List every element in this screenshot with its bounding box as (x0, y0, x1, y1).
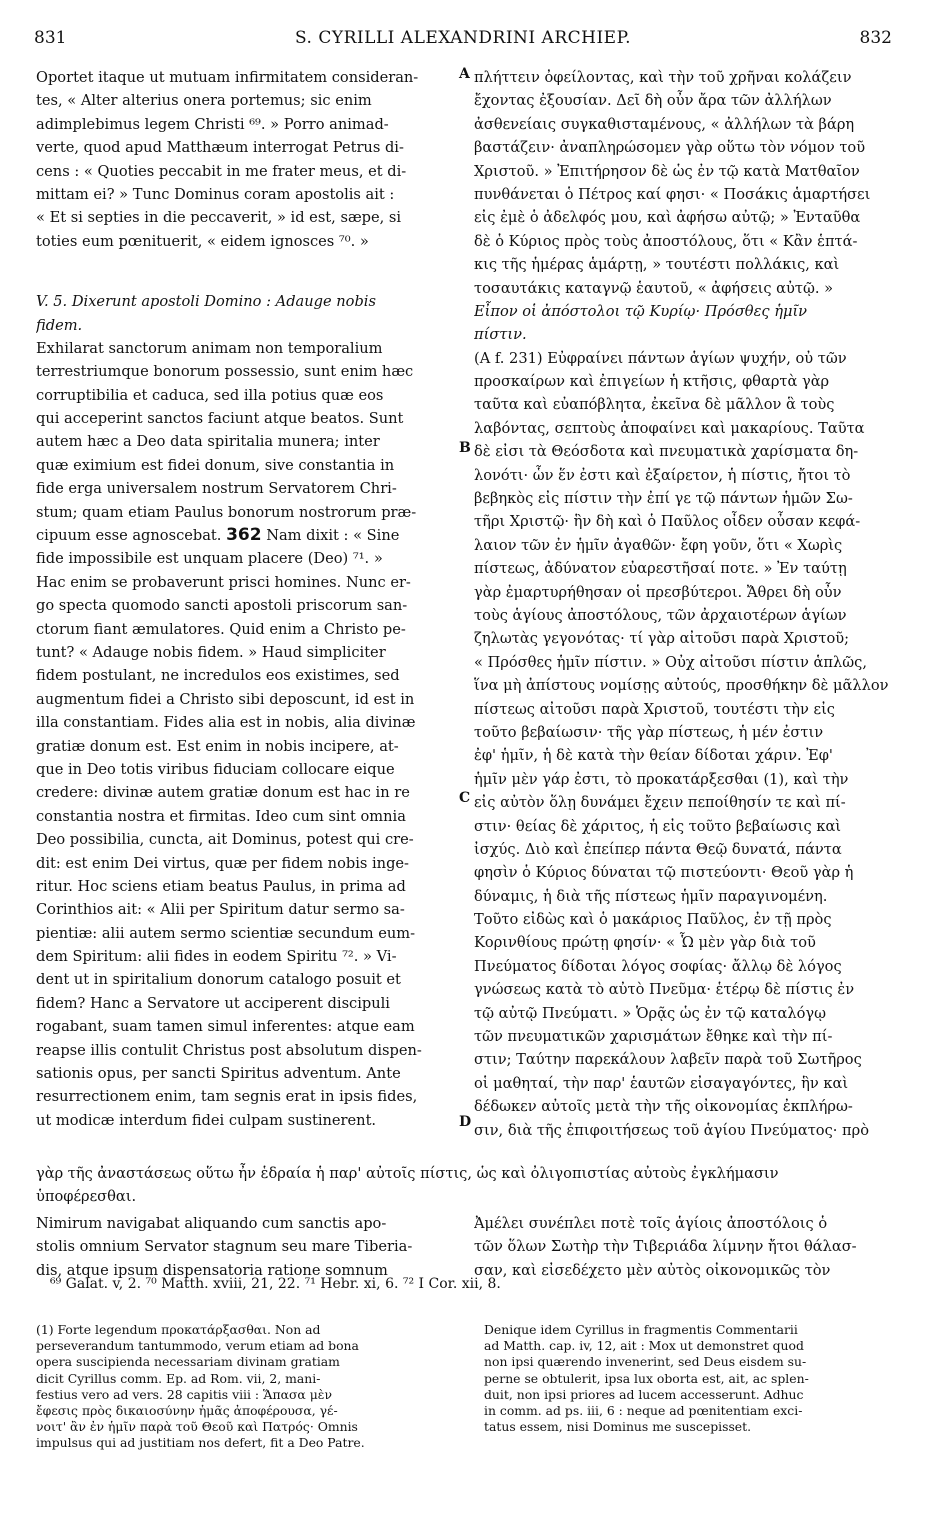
latin-line: ut modicæ interdum fidei culpam sustinerent. (36, 1111, 377, 1129)
greek-line: γνώσεως κατὰ τὸ αὐτὸ Πνεῦμα· ἑτέρῳ δὲ πίστις ἐν (474, 981, 855, 999)
greek-line: βεβηκὸς εἰς πίστιν τὴν ἐπί γε τῷ πάντων ἡμῶν Σω- (474, 490, 853, 508)
greek-line: πίστεως αἰτοῦσι παρὰ Χριστοῦ, τουτέστι τὴν εἰς (474, 700, 835, 718)
page-marker: 362 (226, 525, 262, 546)
greek-tail (474, 1212, 894, 1282)
page-header (34, 28, 892, 58)
footnote-line: opera suscipienda necessariam divinam gratiam (36, 1354, 340, 1370)
greek-line: τῆρι Χριστῷ· ἣν δὴ καὶ ὁ Παῦλος οἶδεν οὖσαν κεφά- (474, 513, 861, 531)
latin-line: stolis omnium Servator stagnum seu mare Tiberia- (36, 1238, 413, 1256)
margin-letter-b: B (459, 440, 471, 456)
latin-line: fidem? Hanc a Servatore ut acciperent discipuli (36, 994, 390, 1012)
margin-letter-d: D (459, 1114, 472, 1130)
footnote-line: ἔφεσις πρὸς δικαιοσύνην ἡμᾶς ἀποφέρουσα, γέ- (36, 1403, 338, 1419)
greek-line: πυνθάνεται ὁ Πέτρος καί φησι· « Ποσάκις ἁμαρτήσει (474, 185, 871, 203)
page-number-left: 831 (34, 28, 67, 48)
latin-line: terrestriumque bonorum possessio, sunt enim hæc (36, 363, 414, 381)
greek-line: τῶν ὅλων Σωτὴρ τὴν Τιβεριάδα λίμνην ἤτοι θάλασ- (474, 1238, 857, 1256)
greek-line: Ἀμέλει συνέπλει ποτὲ τοῖς ἁγίοις ἀποστόλοις ὁ (474, 1215, 828, 1232)
latin-line: Corinthios ait: « Alii per Spiritum datur sermo sa- (36, 901, 405, 919)
margin-letter-c: C (459, 790, 471, 806)
latin-line: tes, « Alter alterius onera portemus; sic enim (36, 92, 372, 110)
greek-line: ἐφ' ἡμῖν, ἡ δὲ κατὰ τὴν θείαν δίδοται χάριν. Ἐφ' (474, 747, 833, 765)
footnote-line: festius vero ad vers. 28 capitis viii : Ἅπασα μὲν (36, 1386, 332, 1402)
latin-line: fide erga universalem nostrum Servatorem Chri- (36, 480, 397, 498)
greek-line: βαστάζειν· ἀναπληρώσομεν γὰρ οὕτω τὸν νόμον τοῦ (474, 139, 866, 157)
greek-line: πίστεως, ἀδύνατον εὐαρεστῆσαί ποτε. » Ἐν ταύτῃ (474, 560, 847, 578)
latin-line: illa constantiam. Fides alia est in nobis, alia divinæ (36, 714, 416, 732)
greek-line: δέδωκεν αὐτοῖς μετὰ τὴν τῆς οἰκονομίας ἐκπλήρω- (474, 1098, 853, 1116)
greek-line: λαβόντας, σεπτοὺς ἀποφαίνει καὶ μακαρίους. Ταῦτα (474, 419, 865, 437)
latin-line: Oportet itaque ut mutuam infirmitatem consideran- (36, 69, 419, 86)
greek-line: τοῦτο βεβαίωσιν· τῆς γὰρ πίστεως, ἡ μέν ἐστιν (474, 723, 824, 741)
greek-line: δύναμις, ἡ διὰ τῆς πίστεως ἡμῖν παραγινομένη. (474, 887, 828, 905)
greek-column (474, 66, 894, 1142)
full-width-greek (36, 1162, 894, 1209)
greek-line: ἵνα μὴ ἀπίστους νομίσῃς αὐτούς, προσθήκην δὲ μᾶλλον (474, 677, 889, 695)
greek-line: (A f. 231) Εὐφραίνει πάντων ἁγίων ψυχήν, οὐ τῶν (474, 349, 847, 367)
latin-line: sationis opus, per sancti Spiritus adventum. Ante (36, 1065, 401, 1083)
greek-line: προσκαίρων καὶ ἐπιγείων ἡ κτῆσις, φθαρτὰ γὰρ (474, 373, 830, 391)
footnote-line: Denique idem Cyrillus in fragmentis Commentarii (484, 1322, 798, 1337)
greek-line: σαν, καὶ εἰσεδέχετο μὲν αὐτὸς οἰκονομικῶς τὸν (474, 1261, 831, 1279)
footnote-line: in comm. ad ps. iii, 6 : neque ad pœnitentiam exci- (484, 1403, 803, 1419)
footnote-line: perne se obtulerit, ipsa lux oborta est, ait, ac splen- (484, 1370, 809, 1386)
greek-line: λαιον τῶν ἐν ἡμῖν ἀγαθῶν· ἔφη γοῦν, ὅτι « Χωρὶς (474, 536, 843, 554)
latin-line: go specta quomodo sancti apostoli priscorum san- (36, 597, 408, 615)
greek-line: τοὺς ἁγίους ἀποστόλους, τῶν ἀρχαιοτέρων ἁγίων (474, 606, 847, 624)
page-number-right: 832 (859, 28, 892, 48)
greek-line: τῷ αὐτῷ Πνεύματι. » Ὁρᾷς ὡς ἐν τῷ καταλόγῳ (474, 1004, 826, 1022)
latin-line: credere: divinæ autem gratiæ donum est hac in re (36, 784, 410, 802)
running-title: S. CYRILLI ALEXANDRINI ARCHIEP. (295, 28, 631, 48)
footnote-left (36, 1322, 456, 1452)
latin-line: constantia nostra et firmitas. Ideo cum sint omnia (36, 807, 406, 825)
full-width-line-2: ὑποφέρεσθαι. (36, 1188, 137, 1206)
latin-line: rogabant, suam tamen simul inferentes: atque eam (36, 1018, 415, 1036)
latin-line: Hac enim se probaverunt prisci homines. Nunc er- (36, 573, 411, 591)
latin-line: que in Deo totis viribus fiduciam collocare eique (36, 760, 395, 778)
greek-line: φησὶν ὁ Κύριος δύναται τῷ πιστεύοντι· Θεοῦ γὰρ ἡ (474, 864, 854, 882)
greek-line: εἰς ἐμὲ ὁ ἀδελφός μου, καὶ ἀφήσω αὐτῷ; » Ἐνταῦθα (474, 209, 861, 227)
greek-line: ἀσθενείαις συγκαθισταμένους, « ἀλλήλων τὰ βάρη (474, 115, 855, 133)
greek-line: λονότι· ὧν ἕν ἐστι καὶ ἐξαίρετον, ἡ πίστις, ἤτοι τὸ (474, 466, 851, 484)
latin-line: dem Spiritum: alii fides in eodem Spiritu ⁷². » Vi- (36, 948, 397, 966)
latin-line: dis, atque ipsum dispensatoria ratione somnum (36, 1261, 388, 1279)
greek-heading-line: πίστιν. (474, 326, 527, 344)
greek-line: Τοῦτο εἰδὼς καὶ ὁ μακάριος Παῦλος, ἐν τῇ πρὸς (474, 911, 832, 929)
latin-line (36, 524, 458, 547)
latin-line: ctorum fiant æmulatores. Quid enim a Christo pe- (36, 620, 406, 638)
greek-line: τῶν πνευματικῶν χαρισμάτων ἔθηκε καὶ τὴν πί- (474, 1028, 833, 1046)
latin-line: augmentum fidei a Christo sibi deposcunt, id est in (36, 690, 415, 708)
latin-line: resurrectionem enim, tam segnis erat in ipsis fides, (36, 1088, 418, 1106)
latin-line: dit: est enim Dei virtus, quæ per fidem nobis inge- (36, 854, 409, 872)
footnote-line: impulsus qui ad justitiam nos defert, fit a Deo Patre. (36, 1435, 365, 1451)
latin-line: adimplebimus legem Christi ⁶⁹. » Porro animad- (36, 115, 389, 133)
latin-column (36, 66, 458, 1132)
footnote-line: dicit Cyrillus comm. Ep. ad Rom. vii, 2, mani- (36, 1370, 321, 1386)
greek-line: δὲ εἰσι τὰ Θεόσδοτα καὶ πνευματικὰ χαρίσματα δη- (474, 443, 859, 461)
latin-line: gratiæ donum est. Est enim in nobis incipere, at- (36, 737, 399, 755)
latin-line: « Et si septies in die peccaverit, » id est, sæpe, si (36, 209, 402, 227)
latin-line: qui acceperint sanctos faciunt atque beatos. Sunt (36, 410, 404, 428)
latin-line: fide impossibile est unquam placere (Deo) ⁷¹. » (36, 550, 383, 568)
greek-line: εἰς αὐτὸν ὅλῃ δυνάμει ἔχειν πεποίθησίν τε καὶ πί- (474, 794, 846, 812)
greek-line: δὲ ὁ Κύριος πρὸς τοὺς ἀποστόλους, ὅτι « Κἂν ἑπτά- (474, 232, 858, 250)
greek-line: ταῦτα καὶ εὐαπόβλητα, ἐκεῖνα δὲ μᾶλλον ἃ τοὺς (474, 396, 835, 414)
footnote-line: ad Matth. cap. iv, 12, ait : Mox ut demonstret quod (484, 1338, 804, 1354)
greek-line: ἔχοντας ἐξουσίαν. Δεῖ δὴ οὖν ἄρα τῶν ἀλλήλων (474, 92, 832, 110)
latin-line: cens : « Quoties peccabit in me frater meus, et di- (36, 162, 407, 180)
greek-line: στιν· θείας δὲ χάριτος, ἡ εἰς τοῦτο βεβαίωσις καὶ (474, 817, 842, 835)
footnote-line: νοιτ' ἂν ἐν ἡμῖν παρὰ τοῦ Θεοῦ καὶ Πατρός· Omnis (36, 1419, 358, 1435)
full-width-line: γὰρ τῆς ἀναστάσεως οὕτω ἦν ἑδραία ἡ παρ' αὐτοῖς πίστις, ὡς καὶ ὀλιγοπιστίας αὐτοὺς ἐγκλήμασιν (36, 1165, 779, 1182)
greek-line: Πνεύματος δίδοται λόγος σοφίας· ἄλλῳ δὲ λόγος (474, 957, 842, 975)
latin-line: tunt? « Adauge nobis fidem. » Haud simpliciter (36, 643, 386, 661)
greek-line: σιν, διὰ τῆς ἐπιφοιτήσεως τοῦ ἁγίου Πνεύματος· πρὸ (474, 1121, 869, 1139)
greek-line: τοσαυτάκις καταγνῷ ἑαυτοῦ, « ἀφήσεις αὐτῷ. » (474, 279, 834, 297)
greek-heading-line: Εἶπον οἱ ἀπόστολοι τῷ Κυρίῳ· Πρόσθες ἡμῖν (474, 302, 808, 320)
margin-letter-a: A (459, 66, 470, 82)
footnote-line: duit, non ipsi priores ad lucem accesserunt. Adhuc (484, 1386, 804, 1402)
latin-line: ritur. Hoc sciens etiam beatus Paulus, in prima ad (36, 877, 406, 895)
latin-line: quæ eximium est fidei donum, sive constantia in (36, 456, 395, 474)
latin-line: Nimirum navigabat aliquando cum sanctis apo- (36, 1215, 387, 1232)
scripture-references: ⁶⁹ Galat. v, 2. ⁷⁰ Matth. xviii, 21, 22. ⁷¹ Hebr. xi, 6. ⁷² I Cor. xii, 8. (50, 1276, 501, 1292)
footnote-line: (1) Forte legendum προκατάρξασθαι. Non ad (36, 1322, 321, 1337)
footnote-line: perseverandum tantummodo, verum etiam ad bona (36, 1338, 359, 1354)
latin-line-text: cipuum esse agnoscebat. (36, 527, 227, 545)
greek-line: πλήττειν ὀφείλοντας, καὶ τὴν τοῦ χρῆναι κολάζειν (474, 69, 852, 86)
latin-line: Deo possibilia, cuncta, ait Dominus, potest qui cre- (36, 831, 414, 849)
latin-line: autem hæc a Deo data spiritalia munera; inter (36, 433, 380, 451)
greek-line: γὰρ ἐμαρτυρήθησαν οἱ πρεσβύτεροι. Ἄθρει δὴ οὖν (474, 583, 842, 601)
latin-line: mittam ei? » Tunc Dominus coram apostolis ait : (36, 185, 395, 203)
greek-line: στιν; Ταύτην παρεκάλουν λαβεῖν παρὰ τοῦ Σωτῆρος (474, 1051, 862, 1069)
greek-line: Κορινθίους πρώτῃ φησίν· « Ὧ μὲν γὰρ διὰ τοῦ (474, 934, 816, 952)
latin-line: dent ut in spiritalium donorum catalogo posuit et (36, 971, 401, 989)
latin-line: toties eum pœnituerit, « eidem ignosces ⁷⁰. » (36, 232, 369, 250)
latin-line: fidem postulant, ne incredulos eos existimes, sed (36, 667, 400, 685)
latin-heading-line: fidem. (36, 316, 83, 334)
footnote-line: non ipsi quærendo invenerint, sed Deus eisdem su- (484, 1354, 807, 1370)
latin-tail (36, 1212, 458, 1282)
latin-line-text: Nam dixit : « Sine (261, 527, 400, 545)
latin-line: Exhilarat sanctorum animam non temporalium (36, 339, 383, 357)
latin-heading-line: V. 5. Dixerunt apostoli Domino : Adauge nobis (36, 293, 376, 311)
latin-line: corruptibilia et caduca, sed illa potius quæ eos (36, 386, 384, 404)
latin-line: verte, quod apud Matthæum interrogat Petrus di- (36, 139, 404, 157)
latin-line: stum; quam etiam Paulus bonorum nostrorum præ- (36, 503, 417, 521)
greek-line: ἡμῖν μὲν γάρ ἐστι, τὸ προκατάρξεσθαι (1), καὶ τὴν (474, 770, 849, 788)
greek-line: οἱ μαθηταί, τὴν παρ' ἑαυτῶν εἰσαγαγόντες, ἣν καὶ (474, 1074, 849, 1092)
greek-line: ζηλωτὰς γεγονότας· τί γὰρ αἰτοῦσι παρὰ Χριστοῦ; (474, 630, 850, 648)
greek-line: « Πρόσθες ἡμῖν πίστιν. » Οὐχ αἰτοῦσι πίστιν ἁπλῶς, (474, 653, 867, 671)
footnote-line: tatus essem, nisi Dominus me suscepisset. (484, 1419, 752, 1435)
footnote-right (484, 1322, 894, 1435)
greek-line: κις τῆς ἡμέρας ἁμάρτῃ, » τουτέστι πολλάκις, καὶ (474, 256, 840, 274)
latin-line: pientiæ: alii autem sermo scientiæ secundum eum- (36, 924, 416, 942)
greek-line: ἰσχύς. Διὸ καὶ ἐπείπερ πάντα Θεῷ δυνατά, πάντα (474, 840, 842, 858)
greek-line: Χριστοῦ. » Ἐπιτήρησον δὲ ὡς ἐν τῷ κατὰ Ματθαῖον (474, 162, 860, 180)
latin-line: reapse illis contulit Christus post absolutum dispen- (36, 1041, 422, 1059)
